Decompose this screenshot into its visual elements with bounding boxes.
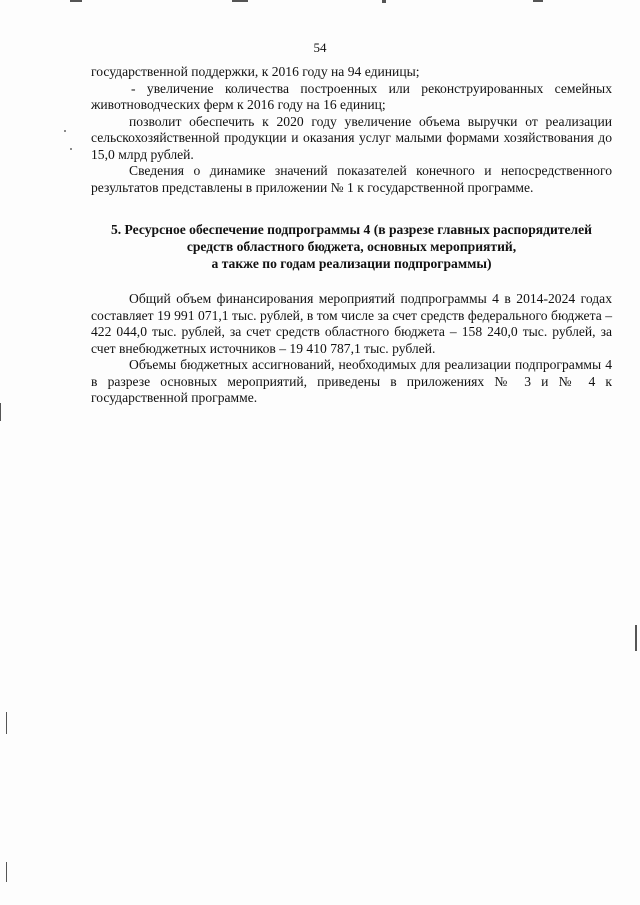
scan-edge-mark	[533, 0, 543, 2]
scan-speck	[70, 148, 72, 150]
scan-edge-mark	[6, 862, 7, 882]
section-heading-line: средств областного бюджета, основных мероприятий,	[186, 239, 517, 254]
intro-paragraph: - увеличение количества построенных или реконструированных семейных животноводческих ферм к 2016 году на 16 единиц;	[91, 80, 612, 112]
body-paragraph: Общий объем финансирования мероприятий подпрограммы 4 в 2014-2024 годах составляет 19 991 071,1 тыс. рублей, в том числе за счет средств федерального бюджета – 422 044,0 тыс. рублей, за счет средств областного бюджета – 158 240,0 тыс. рублей, за счет внебюджетных источников – 19 410 787,1 тыс. рублей.	[91, 291, 612, 356]
scan-edge-mark	[6, 712, 7, 734]
section-heading-line: 5. Ресурсное обеспечение подпрограммы 4 (в разрезе главных распорядителей	[110, 222, 593, 237]
scan-speck	[64, 130, 66, 132]
intro-paragraph: государственной поддержки, к 2016 году на 94 единицы;	[91, 64, 420, 79]
scan-edge-mark	[382, 0, 386, 3]
body-paragraph: Объемы бюджетных ассигнований, необходимых для реализации подпрограммы 4 в разрезе основных мероприятий, приведены в приложениях № 3 и № 4 к государственной программе.	[91, 357, 612, 405]
scan-edge-mark	[232, 0, 248, 2]
intro-paragraph: Сведения о динамике значений показателей конечного и непосредственного результатов представлены в приложении № 1 к государственной программе.	[91, 163, 612, 195]
scan-edge-mark	[0, 403, 1, 421]
intro-paragraph: позволит обеспечить к 2020 году увеличение объема выручки от реализации сельскохозяйственной продукции и оказания услуг малыми формами хозяйствования до 15,0 млрд рублей.	[91, 113, 612, 162]
intro-text	[91, 64, 612, 196]
scan-edge-mark	[635, 625, 637, 651]
page-number: 54	[313, 40, 327, 55]
body-text	[91, 291, 612, 407]
section-heading	[91, 221, 612, 272]
section-heading-line: а также по годам реализации подпрограммы)	[211, 256, 492, 271]
scan-edge-mark	[70, 0, 82, 2]
